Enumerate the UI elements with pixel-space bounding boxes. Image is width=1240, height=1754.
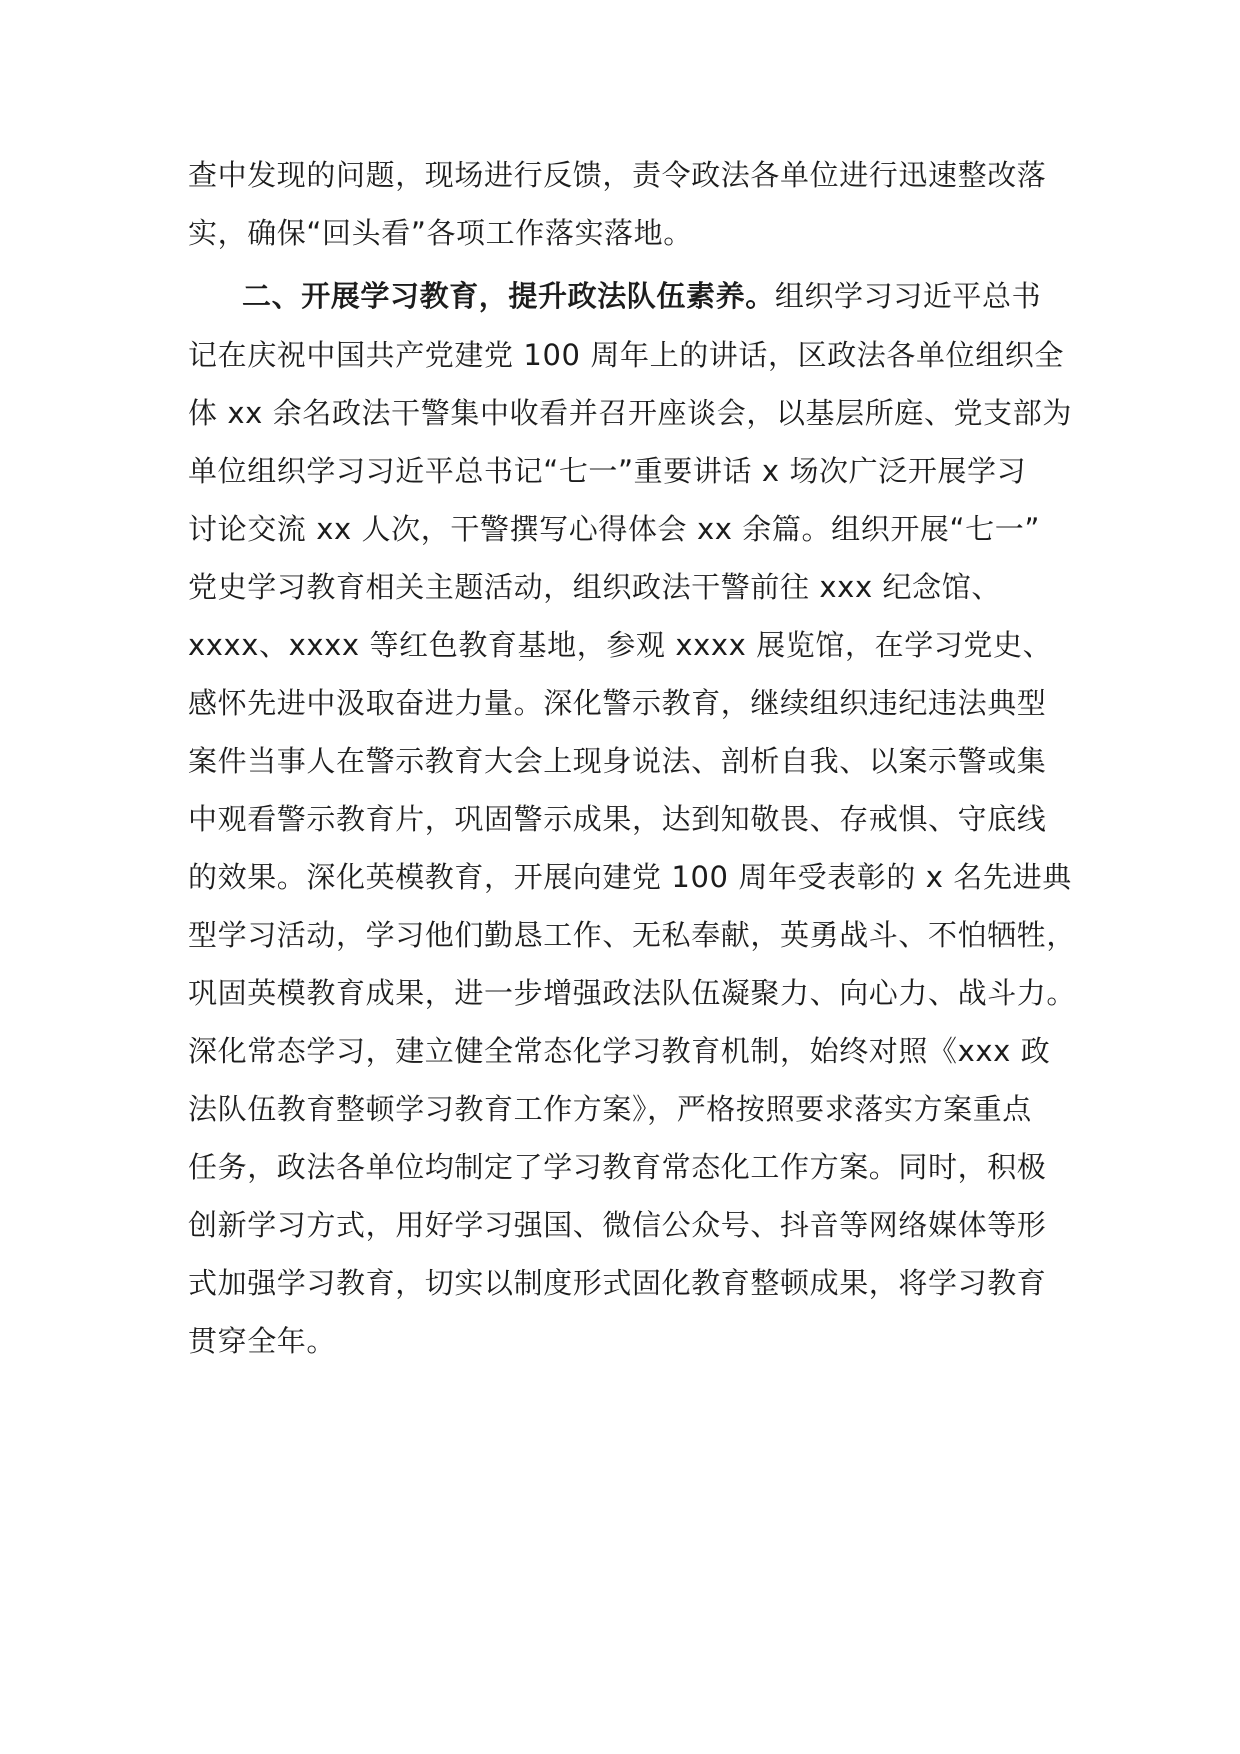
body-text-line: 式加强学习教育，切实以制度形式固化教育整顿成果，将学习教育 <box>188 1266 1047 1300</box>
section-heading: 二、开展学习教育，提升政法队伍素养。 <box>242 279 775 313</box>
body-text-line: 创新学习方式，用好学习强国、微信公众号、抖音等网络媒体等形 <box>188 1208 1047 1242</box>
body-text-line: 的效果。深化英模教育，开展向建党 100 周年受表彰的 x 名先进典 <box>188 860 1072 894</box>
body-text-line: 中观看警示教育片，巩固警示成果，达到知敬畏、存戒惧、守底线 <box>188 802 1047 836</box>
body-text-line: 案件当事人在警示教育大会上现身说法、剖析自我、以案示警或集 <box>188 744 1047 778</box>
body-text-line: 实，确保“回头看”各项工作落实落地。 <box>188 216 693 250</box>
body-text-line: 感怀先进中汲取奋进力量。深化警示教育，继续组织违纪违法典型 <box>188 686 1047 720</box>
body-text-line: 单位组织学习习近平总书记“七一”重要讲话 x 场次广泛开展学习 <box>188 454 1027 488</box>
body-text-line: 体 xx 余名政法干警集中收看并召开座谈会，以基层所庭、党支部为 <box>188 396 1072 430</box>
body-text-line: 深化常态学习，建立健全常态化学习教育机制，始终对照《xxx 政 <box>188 1034 1051 1068</box>
body-text-line: 记在庆祝中国共产党建党 100 周年上的讲话，区政法各单位组织全 <box>188 338 1064 372</box>
section-paragraph-first-line <box>242 276 1041 316</box>
body-text-line: 巩固英模教育成果，进一步增强政法队伍凝聚力、向心力、战斗力。 <box>188 976 1077 1010</box>
body-text-line: 贯穿全年。 <box>188 1324 337 1358</box>
body-text-line: 任务，政法各单位均制定了学习教育常态化工作方案。同时，积极 <box>188 1150 1047 1184</box>
body-text-line: xxxx、xxxx 等红色教育基地，参观 xxxx 展览馆，在学习党史、 <box>188 628 1053 662</box>
body-text-line: 型学习活动，学习他们勤恳工作、无私奉献，英勇战斗、不怕牺牲， <box>188 918 1077 952</box>
body-text-line: 法队伍教育整顿学习教育工作方案》，严格按照要求落实方案重点 <box>188 1092 1032 1126</box>
body-text-line: 讨论交流 xx 人次，干警撰写心得体会 xx 余篇。组织开展“七一” <box>188 512 1040 546</box>
section-heading-continuation: 组织学习习近平总书 <box>774 279 1042 313</box>
body-text-line: 查中发现的问题，现场进行反馈，责令政法各单位进行迅速整改落 <box>188 158 1047 192</box>
body-text-line: 党史学习教育相关主题活动，组织政法干警前往 xxx 纪念馆、 <box>188 570 1001 604</box>
